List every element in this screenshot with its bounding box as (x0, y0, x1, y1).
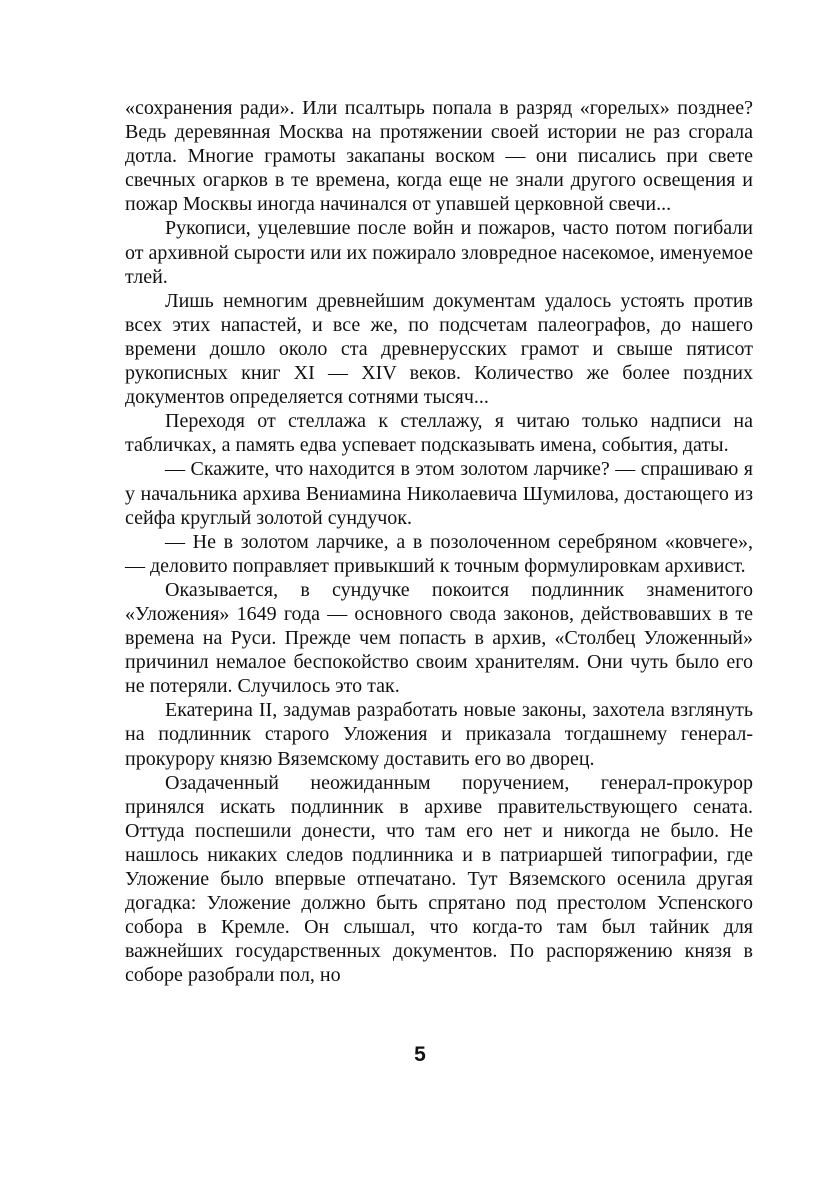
paragraph-3: Лишь немногим древнейшим документам удалось устоять против всех этих напастей, и все же, по подсчетам палеографов, до нашего времени дошло около ста древнерусских грамот и свыше пятисот рукописных книг XI — XIV веков. Количество же более поздних документов определяется сотнями тысяч... (125, 289, 753, 409)
paragraph-1: «сохранения ради». Или псалтырь попала в разряд «горелых» позднее? Ведь деревянная Москва на протяжении своей истории не раз сгорала дотла. Многие грамоты закапаны воском — они писались при свете свечных огарков в те времена, когда еще не знали другого освещения и пожар Москвы иногда начинался от упавшей церковной свечи... (125, 97, 753, 216)
paragraph-7: Оказывается, в сундучке покоится подлинник знаменитого «Уложения» 1649 года — основного свода законов, действовавших в те времена на Руси. Прежде чем попасть в архив, «Столбец Уложенный» причинил немалое беспокойство своим хранителям. Они чуть было его не потеряли. Случилось это так. (125, 578, 753, 698)
paragraph-9: Озадаченный неожиданным поручением, генерал-прокурор принялся искать подлинник в архиве правительствующего сената. Оттуда поспешили донести, что там его нет и никогда не было. Не нашлось никаких следов подлинника и в патриаршей типографии, где Уложение было впервые отпечатано. Тут Вяземского осенила другая догадка: Уложение должно быть спрятано под престолом Успенского собора в Кремле. Он слышал, что когда-то там был тайник для важнейших государственных документов. По распоряжению князя в соборе разобрали пол, но (125, 771, 753, 987)
paragraph-6: — Не в золотом ларчике, а в позолоченном серебряном «ковчеге», — деловито поправляет привыкший к точным формулировкам архивист. (125, 530, 753, 577)
page-number: 5 (414, 1043, 426, 1066)
paragraph-5: — Скажите, что находится в этом золотом ларчике? — спрашиваю я у начальника архива Вениамина Николаевича Шумилова, достающего из сейфа круглый золотой сундучок. (125, 458, 753, 529)
body-text (125, 96, 753, 987)
paragraph-8: Екатерина II, задумав разработать новые законы, захотела взглянуть на подлинник старого Уложения и приказала тогдашнему генерал-прокурору князю Вяземскому доставить его во дворец. (125, 699, 753, 770)
paragraph-2: Рукописи, уцелевшие после войн и пожаров, часто потом погибали от архивной сырости или их пожирало зловредное насекомое, именуемое тлей. (125, 217, 753, 288)
paragraph-4: Переходя от стеллажа к стеллажу, я читаю только надписи на табличках, а память едва успевает подсказывать имена, события, даты. (125, 410, 753, 457)
